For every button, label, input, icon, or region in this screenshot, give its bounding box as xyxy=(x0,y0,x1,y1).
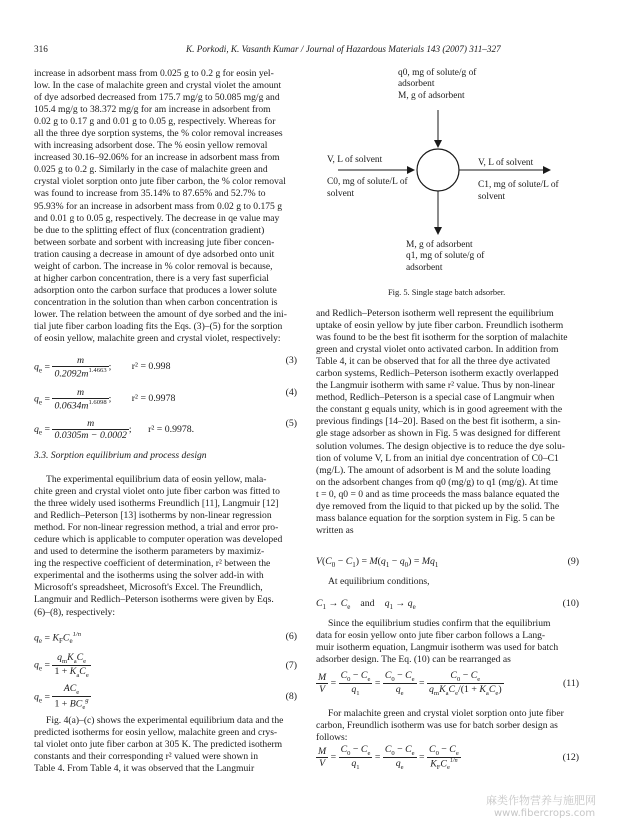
left-para-3 xyxy=(34,715,297,775)
text-line: dye removed from the liquid to that picked up by the solid. The xyxy=(316,500,560,512)
eq8-number: (8) xyxy=(285,691,297,702)
text-line: Table 4, it can be observed that for all the three dye activated xyxy=(316,356,551,368)
text-line: carbon, Freundlich isotherm was use for batch sorber design as xyxy=(316,720,558,732)
equation-8: $q_e$ = $\frac{AC_e}{1 + BC_e^g}$ (8) xyxy=(34,683,297,712)
text-line: constants and their corresponding r² valued were shown in xyxy=(34,751,259,763)
text-line: uptake of eosin yellow by jute fiber carbon. Freundlich isotherm xyxy=(316,320,564,332)
text-line: Table 4. From Table 4, it was observed that the Langmuir xyxy=(34,763,255,775)
text-line: method. For non-linear regression method, a trial and error pro- xyxy=(34,522,279,534)
text-line: the three widely used isotherms Freundlich [11], Langmuir [12] xyxy=(34,498,279,510)
eq4-r2: r² = 0.9978 xyxy=(131,393,176,405)
text-line: of dye adsorbed decreased from 175.7 mg/g to 50.085 mg/g and xyxy=(34,92,280,104)
section-heading: 3.3. Sorption equilibrium and process design xyxy=(34,450,207,461)
eq5-r2: r² = 0.9978. xyxy=(148,423,195,435)
text-line: Since the equilibrium studies confirm that the equilibrium xyxy=(328,618,551,629)
eq11-number: (11) xyxy=(563,678,579,689)
equation-5: $q_e$ = $\frac{m}{0.0305m - 0.0002}$ ; r² = 0.9978. (5) xyxy=(34,418,297,441)
text-line: increase in adsorbent mass from 0.025 g to 0.2 g for eosin yel- xyxy=(34,68,274,79)
text-line: and used to determine the isotherm parameters by maximiz- xyxy=(34,546,265,558)
text-line: adsorption onto the carbon surface that produces a lower solute xyxy=(34,284,277,296)
text-line: (6)–(8), respectively: xyxy=(34,606,115,618)
text-line: previous findings [14–20]. Based on the best fit isotherm, a sin- xyxy=(316,416,561,428)
figure-right-label: V, L of solvent C1, mg of solute/L of solvent xyxy=(478,158,559,202)
equation-3: $q_e$ = $\frac{m}{0.2092m^{1.4663}}$ ; r² = 0.998 (3) xyxy=(34,355,297,380)
text-line: gle stage adsorber as shown in Fig. 5 was designed for different xyxy=(316,428,561,440)
text-line: with increasing adsorbent dose. The % eosin yellow removal xyxy=(34,140,268,152)
text-line: the constant g equals unity, which is in good agreement with the xyxy=(316,404,563,416)
eq3-exponent: 1.4663 xyxy=(88,367,107,374)
text-line: at higher carbon concentration, there is a very fast superficial xyxy=(34,272,269,284)
text-line: muir isotherm equation, Langmuir isotherm was used for batch xyxy=(316,642,559,654)
text-line: method, Redlich–Peterson is a special case of Langmuir when xyxy=(316,392,555,404)
right-para-1 xyxy=(316,308,579,537)
figure-caption: Fig. 5. Single stage batch adsorber. xyxy=(388,288,506,297)
text-line: 0.02 g to 0.17 g and 0.01 g to 0.05 g, respectively. Whereas for xyxy=(34,116,276,128)
eq8-exponent: g xyxy=(85,696,89,704)
text-line: lower. The relation between the amount of dye sorbed and the ini- xyxy=(34,308,287,320)
equation-4: $q_e$ = $\frac{m}{0.0634m^{1.6098}}$ ; r² = 0.9978 (4) xyxy=(34,387,297,412)
figure-top-label: q0, mg of solute/g of adsorbent M, g of adsorbent xyxy=(398,68,477,101)
eq7-number: (7) xyxy=(285,660,297,671)
text-line: predicted isotherms for eosin yellow, malachite green and crys- xyxy=(34,727,278,739)
adsorber-circle xyxy=(417,149,459,191)
text-line: (mg/L). The amount of adsorbent is M and the solute loading xyxy=(316,464,551,476)
text-line: 95.93% for an increase in adsorbent mass from 0.02 g to 0.175 g xyxy=(34,200,283,212)
text-line: solution volumes. The design objective is to reduce the dye solu- xyxy=(316,440,565,452)
text-line: Microsoft's spreadsheet, Microsoft's Excel. The Freundlich, xyxy=(34,582,263,594)
text-line: and Redlich–Peterson isotherm well represent the equilibrium xyxy=(316,308,554,319)
figure-bottom-label: M, g of adsorbent q1, mg of solute/g of adsorbent xyxy=(406,240,485,273)
text-line: 0.025 g to 0.2 g. Similarly in the case of malachite green and xyxy=(34,164,268,176)
eq3-denominator: 0.2092m xyxy=(54,368,89,380)
text-line: be due to the splitting effect of flux (concentration gradient) xyxy=(34,224,265,236)
text-line: on the adsorbent changes from q0 (mg/g) to q1 (mg/g). At time xyxy=(316,476,558,488)
text-line: weight of carbon. The increase in % color removal is because, xyxy=(34,260,273,272)
eq5-denominator: 0.0305m − 0.0002 xyxy=(54,430,127,441)
eq6-exponent: 1/n xyxy=(72,631,81,638)
text-line: written as xyxy=(316,524,354,536)
eq10-number: (10) xyxy=(562,598,579,609)
page-number: 316 xyxy=(34,44,48,54)
text-line: of eosin yellow, malachite green and crystal violet, respectively: xyxy=(34,333,281,345)
right-para-2 xyxy=(316,618,579,666)
eq4-exponent: 1.6098 xyxy=(88,399,107,406)
eq3-r2: r² = 0.998 xyxy=(131,361,171,373)
text-line: ing the respective coefficient of determination, r² between the xyxy=(34,558,271,570)
text-line: data for eosin yellow onto jute fiber carbon follows a Lang- xyxy=(316,630,546,642)
text-line: tion of volume V, L from an initial dye concentration of C0–C1 xyxy=(316,452,559,464)
text-line: The experimental equilibrium data of eosin yellow, mala- xyxy=(46,474,267,485)
text-line: experimental and the isotherms using the solver add-in with xyxy=(34,570,264,582)
text-line: was found to be the best fit isotherm for the sorption of malachite xyxy=(316,332,568,344)
text-line: For malachite green and crystal violet sorption onto jute fiber xyxy=(328,708,564,719)
equilibrium-label: At equilibrium conditions, xyxy=(328,576,430,587)
text-line: and 0.01 g to 0.05 g, respectively. The decrease in qe value may xyxy=(34,212,280,224)
watermark-chinese: 麻类作物营养与施肥网 xyxy=(486,794,596,807)
eq4-numerator: m xyxy=(52,387,108,399)
text-line: all the three dye sorption systems, the % color removal increases xyxy=(34,128,283,140)
running-title: K. Porkodi, K. Vasanth Kumar / Journal of Hazardous Materials 143 (2007) 311–327 xyxy=(186,44,501,54)
equation-9: $V(C_0 - C_1) = M(q_1 - q_0) = Mq_1$ (9) xyxy=(316,556,579,569)
eq5-numerator: m xyxy=(52,418,128,430)
eq12-number: (12) xyxy=(562,752,579,763)
text-line: the Langmuir isotherm with same r² value. Thus by non-linear xyxy=(316,380,555,392)
text-line: mass balance equation for the sorption system in Fig. 5 can be xyxy=(316,512,555,524)
left-para-1 xyxy=(34,68,297,345)
text-line: increased 30.16–92.06% for an increase in adsorbent mass from xyxy=(34,152,280,164)
text-line: tial jute fiber carbon loading fits the Eqs. (3)–(5) for the sorption xyxy=(34,320,283,332)
text-line: t = 0, q0 = 0 and as time proceeds the mass balance equated the xyxy=(316,488,560,500)
text-line: between sorbate and sorbent with increasing jute fiber concen- xyxy=(34,236,275,248)
eq6-number: (6) xyxy=(285,631,297,642)
text-line: low. In the case of malachite green and crystal violet the amount xyxy=(34,80,282,92)
text-line: Fig. 4(a)–(c) shows the experimental equilibrium data and the xyxy=(46,715,284,726)
eq9-number: (9) xyxy=(567,556,579,567)
text-line: and Redlich–Peterson [13] isotherms by non-linear regression xyxy=(34,510,272,522)
text-line: carbon systems, Redlich–Peterson isotherm exactly overlapped xyxy=(316,368,559,380)
text-line: chite green and crystal violet onto jute fiber carbon was fitted to xyxy=(34,486,280,498)
watermark-url: www.fibercrops.com xyxy=(494,808,596,819)
equation-12: $\frac{M}{V}$ = $\frac{C_0 - C_e}{q_1}$ = $\frac{C_0 - C_e}{q_e}$ = $\frac{C_0 - C_e}{K_FC_e^{1/n}}$ (12) xyxy=(318,744,579,772)
text-line: tal violet onto jute fiber carbon at 305 K. The predicted isotherm xyxy=(34,739,283,751)
text-line: green and crystal violet onto activated carbon. In addition from xyxy=(316,344,559,356)
eq5-number: (5) xyxy=(285,418,297,429)
eq4-number: (4) xyxy=(285,387,297,398)
figure-left-label: V, L of solvent C0, mg of solute/L of solvent xyxy=(327,155,408,199)
left-para-2 xyxy=(34,474,297,619)
equation-11: $\frac{M}{V}$ = $\frac{C_0 - C_e}{q_1}$ = $\frac{C_0 - C_e}{q_e}$ = $\frac{C_0 - C_e}{q_mK_aC_e/(1 + K_aC_e)}$ (11) xyxy=(318,670,579,697)
text-line: concentration in the solution than when carbon concentration is xyxy=(34,296,278,308)
text-line: 105.4 mg/g to 38.372 mg/g for am increase in adsorbent from xyxy=(34,104,271,116)
text-line: follows: xyxy=(316,732,348,744)
text-line: crystal violet sorption onto jute fiber carbon, the % color removal xyxy=(34,176,286,188)
equation-10: $C_1 \to C_e$ and $q_1 \to q_e$ (10) xyxy=(316,598,579,611)
text-line: cedure which is applicable to computer operation was developed xyxy=(34,534,283,546)
right-para-3 xyxy=(316,708,579,744)
text-line: tration causing a decrease in amount of dye adsorbed onto unit xyxy=(34,248,275,260)
text-line: adsorber design. The Eq. (10) can be rearranged as xyxy=(316,654,511,666)
equation-6: $q_e = K_FC_e^{1/n}$ (6) xyxy=(34,631,297,646)
text-line: was found to increase from 35.14% to 87.65% and 52.7% to xyxy=(34,188,266,200)
equation-7: $q_e$ = $\frac{q_mK_aC_e}{1 + K_aC_e}$ (7) xyxy=(34,652,297,679)
eq3-number: (3) xyxy=(285,355,297,366)
text-line: Langmuir and Redlich–Peterson isotherms were given by Eqs. xyxy=(34,594,274,606)
eq4-denominator: 0.0634m xyxy=(54,400,89,412)
eq3-numerator: m xyxy=(52,355,108,367)
